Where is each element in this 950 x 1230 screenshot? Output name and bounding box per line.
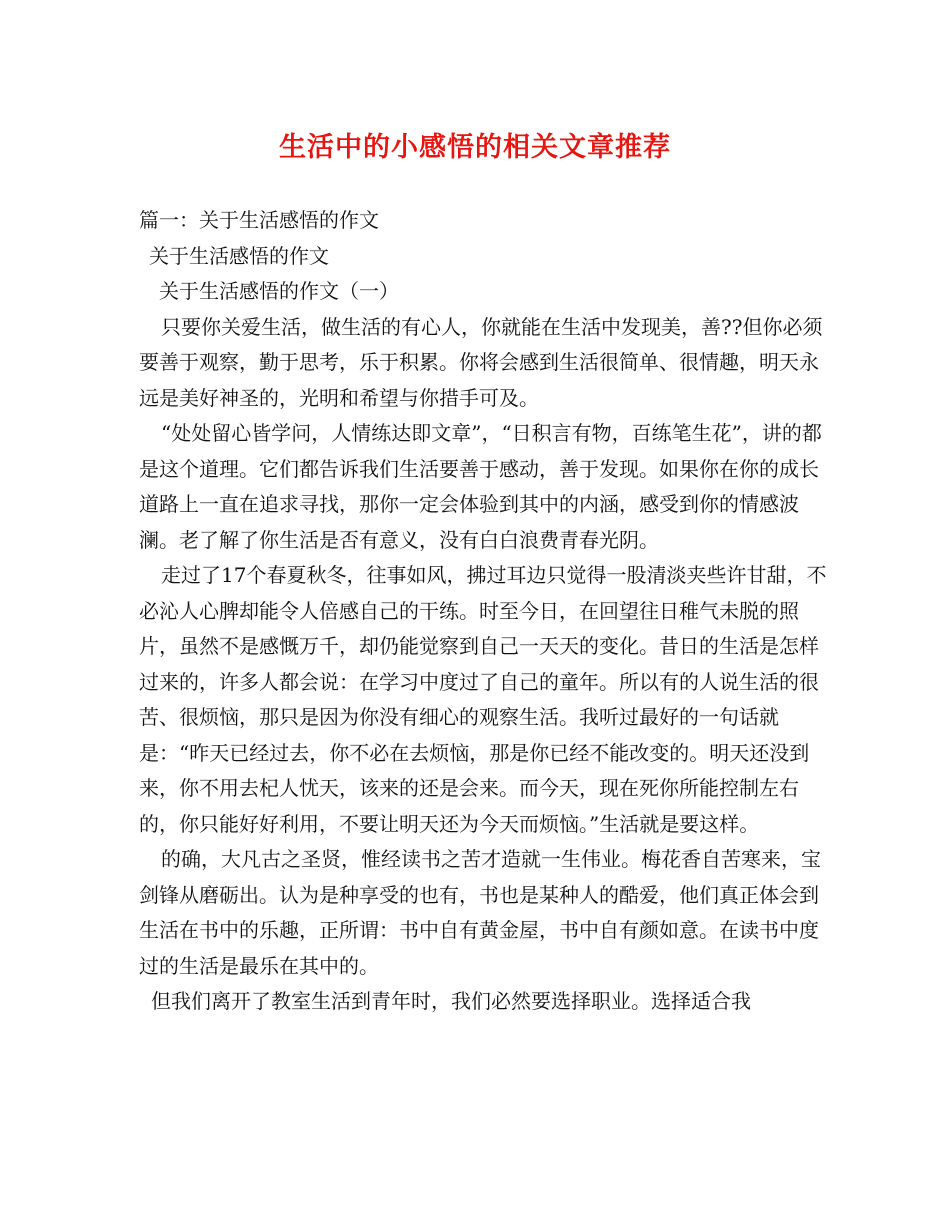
document-title: 生活中的小感悟的相关文章推荐	[279, 132, 671, 163]
document-body	[139, 203, 829, 1020]
paragraph: 但我们离开了教室生活到青年时，我们必然要选择职业。选择适合我	[151, 989, 751, 1013]
part-heading: 关于生活感悟的作文（一）	[159, 279, 399, 303]
paragraph: 只要你关爱生活，做生活的有心人，你就能在生活中发现美，善??但你必须要善于观察，勤于思考，乐于积累。你将会感到生活很简单、很情趣，明天永远是美好神圣的，光明和希望与你措手可及。	[139, 314, 823, 410]
paragraph: 走过了17个春夏秋冬，往事如风，拂过耳边只觉得一股清淡夹些许甘甜，不必沁人心脾却能令人倍感自己的干练。时至今日，在回望往日稚气未脱的照片，虽然不是感慨万千，却仍能觉察到自己一天天的变化。昔日的生活是怎样过来的，许多人都会说：在学习中度过了自己的童年。所以有的人说生活的很苦、很烦恼，那只是因为你没有细心的观察生活。我听过最好的一句话就是：“昨天已经过去，你不必在去烦恼，那是你已经不能改变的。明天还没到来，你不用去杞人忧天，该来的还是会来。而今天，现在死你所能控制左右的，你只能好好利用，不要让明天还为今天而烦恼。”生活就是要这样。	[139, 563, 827, 836]
subheading: 关于生活感悟的作文	[149, 243, 329, 268]
section-heading: 篇一：关于生活感悟的作文	[139, 208, 379, 232]
paragraph: “处处留心皆学问，人情练达即文章”，“日积言有物，百练笔生花”，讲的都是这个道理。它们都告诉我们生活要善于感动，善于发现。如果你在你的成长道路上一直在追求寻找，那你一定会体验到其中的内涵，感受到你的情感波澜。老了解了你生活是否有意义，没有白白浪费青春光阴。	[139, 421, 822, 552]
paragraph: 的确，大凡古之圣贤，惟经读书之苦才造就一生伟业。梅花香自苦寒来，宝剑锋从磨砺出。认为是种享受的也有，书也是某种人的酷爱，他们真正体会到生活在书中的乐趣，正所谓：书中自有黄金屋，书中自有颜如意。在读书中度过的生活是最乐在其中的。	[139, 847, 821, 978]
